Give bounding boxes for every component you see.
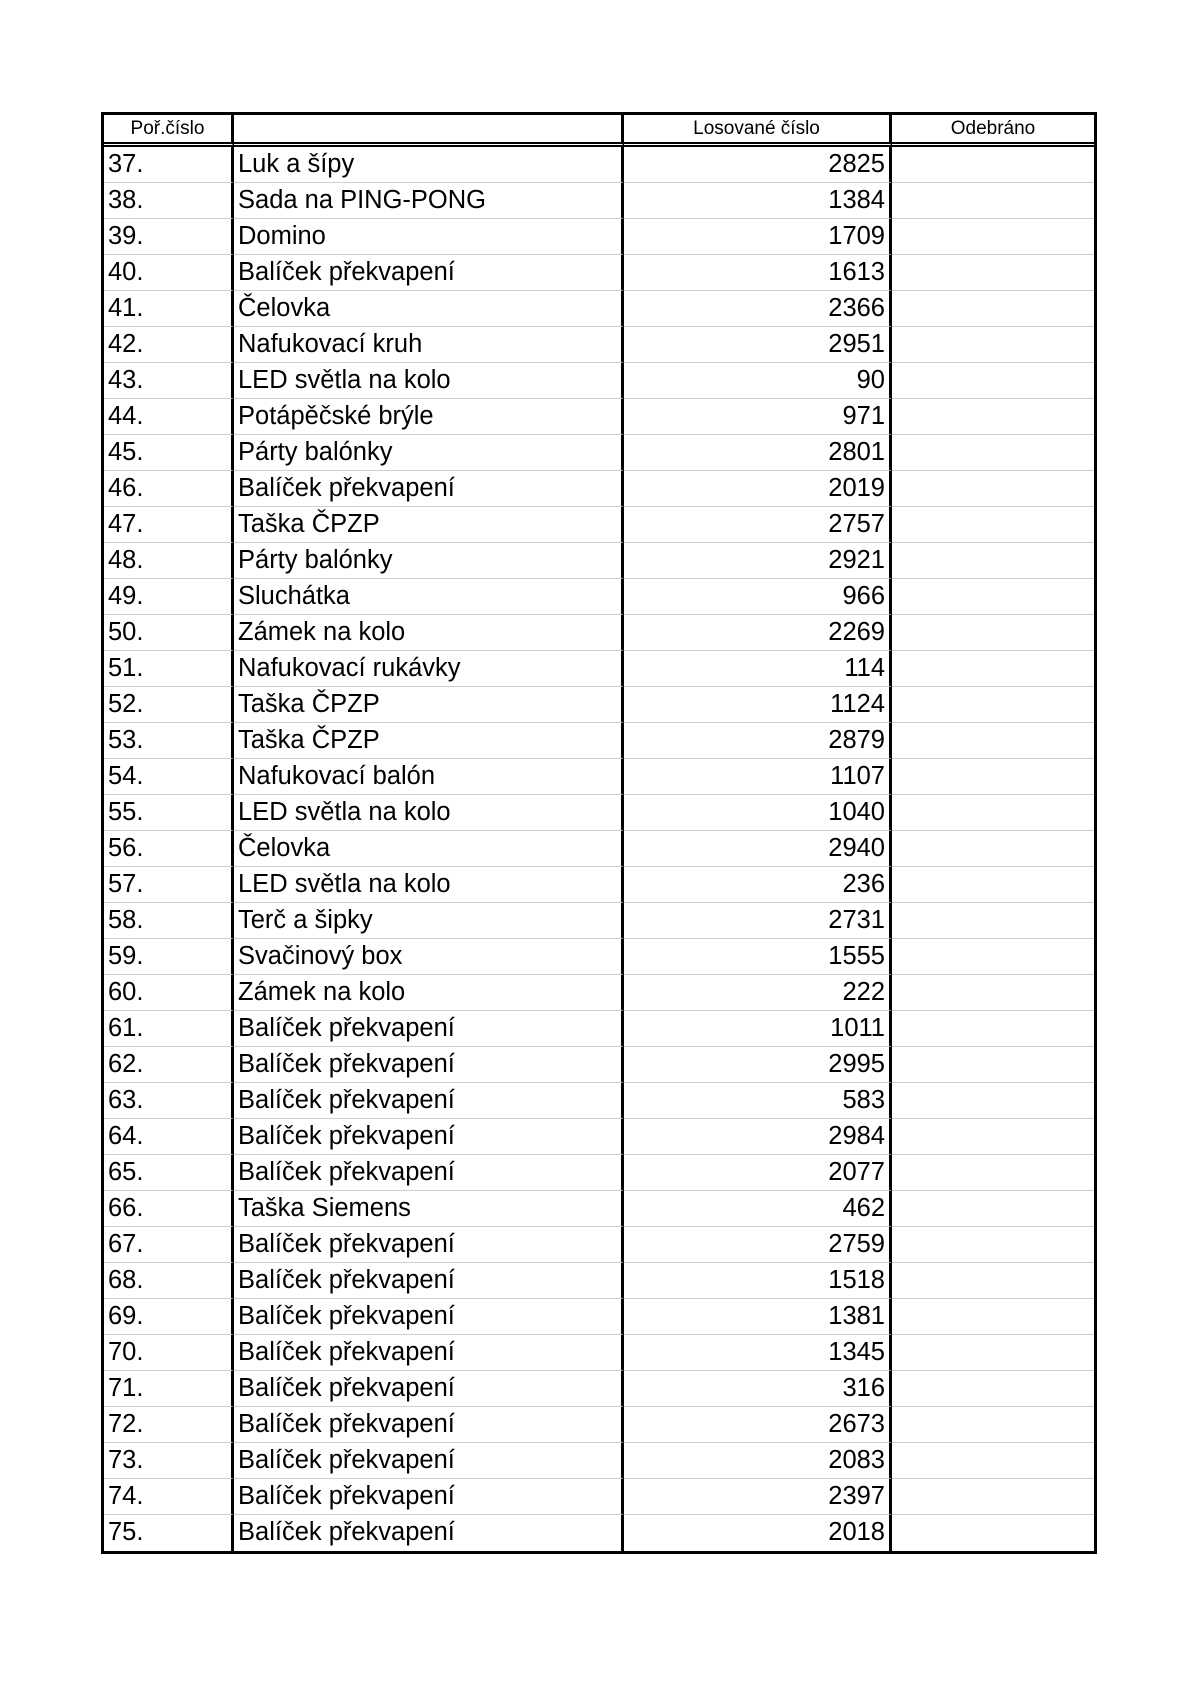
table-row xyxy=(104,1083,1094,1119)
drawn-number-cell: 2984 xyxy=(624,1119,892,1155)
order-number-cell: 50. xyxy=(104,615,234,651)
item-name-cell: Balíček překvapení xyxy=(234,1371,624,1407)
taken-cell xyxy=(892,1371,1094,1407)
item-name-cell: Taška ČPZP xyxy=(234,507,624,543)
table-row xyxy=(104,795,1094,831)
order-number-cell: 39. xyxy=(104,219,234,255)
item-name-cell: Balíček překvapení xyxy=(234,1479,624,1515)
header-row xyxy=(104,115,1094,147)
table-row xyxy=(104,1119,1094,1155)
drawn-number-cell: 1345 xyxy=(624,1335,892,1371)
drawn-number-cell: 2397 xyxy=(624,1479,892,1515)
order-number-cell: 42. xyxy=(104,327,234,363)
drawn-number-cell: 1040 xyxy=(624,795,892,831)
table-row xyxy=(104,939,1094,975)
order-number-cell: 66. xyxy=(104,1191,234,1227)
taken-cell xyxy=(892,795,1094,831)
table-row xyxy=(104,759,1094,795)
taken-cell xyxy=(892,1119,1094,1155)
order-number-cell: 46. xyxy=(104,471,234,507)
drawn-number-cell: 2269 xyxy=(624,615,892,651)
drawn-number-cell: 2366 xyxy=(624,291,892,327)
order-number-cell: 55. xyxy=(104,795,234,831)
item-name-cell: Balíček překvapení xyxy=(234,1407,624,1443)
table-row xyxy=(104,183,1094,219)
item-name-cell: Taška ČPZP xyxy=(234,687,624,723)
order-number-cell: 49. xyxy=(104,579,234,615)
table-row xyxy=(104,507,1094,543)
table-row xyxy=(104,399,1094,435)
drawn-number-cell: 2757 xyxy=(624,507,892,543)
table-row xyxy=(104,1299,1094,1335)
taken-cell xyxy=(892,831,1094,867)
drawn-number-cell: 316 xyxy=(624,1371,892,1407)
order-number-cell: 47. xyxy=(104,507,234,543)
taken-cell xyxy=(892,975,1094,1011)
order-number-cell: 60. xyxy=(104,975,234,1011)
item-name-cell: Zámek na kolo xyxy=(234,615,624,651)
prize-draw-table xyxy=(101,112,1097,1554)
order-number-cell: 61. xyxy=(104,1011,234,1047)
drawn-number-cell: 2018 xyxy=(624,1515,892,1551)
drawn-number-cell: 1709 xyxy=(624,219,892,255)
item-name-cell: Terč a šipky xyxy=(234,903,624,939)
item-name-cell: Nafukovací balón xyxy=(234,759,624,795)
item-name-cell: Balíček překvapení xyxy=(234,1083,624,1119)
order-number-cell: 67. xyxy=(104,1227,234,1263)
item-name-cell: Balíček překvapení xyxy=(234,1443,624,1479)
item-name-cell: Svačinový box xyxy=(234,939,624,975)
taken-cell xyxy=(892,687,1094,723)
item-name-cell: Luk a šípy xyxy=(234,147,624,183)
taken-cell xyxy=(892,399,1094,435)
table-row xyxy=(104,327,1094,363)
drawn-number-cell: 2673 xyxy=(624,1407,892,1443)
item-name-cell: Balíček překvapení xyxy=(234,471,624,507)
drawn-number-cell: 2801 xyxy=(624,435,892,471)
table-row xyxy=(104,543,1094,579)
item-name-cell: Balíček překvapení xyxy=(234,1299,624,1335)
order-number-cell: 43. xyxy=(104,363,234,399)
table-row xyxy=(104,903,1094,939)
table-row xyxy=(104,147,1094,183)
taken-cell xyxy=(892,1335,1094,1371)
order-number-cell: 51. xyxy=(104,651,234,687)
taken-cell xyxy=(892,903,1094,939)
taken-cell xyxy=(892,1011,1094,1047)
order-number-cell: 56. xyxy=(104,831,234,867)
item-name-cell: Nafukovací rukávky xyxy=(234,651,624,687)
drawn-number-cell: 1107 xyxy=(624,759,892,795)
item-name-cell: Čelovka xyxy=(234,831,624,867)
order-number-cell: 58. xyxy=(104,903,234,939)
order-number-cell: 75. xyxy=(104,1515,234,1551)
drawn-number-cell: 2921 xyxy=(624,543,892,579)
drawn-number-cell: 583 xyxy=(624,1083,892,1119)
taken-cell xyxy=(892,435,1094,471)
item-name-cell: LED světla na kolo xyxy=(234,867,624,903)
taken-cell xyxy=(892,543,1094,579)
drawn-number-cell: 114 xyxy=(624,651,892,687)
order-number-cell: 53. xyxy=(104,723,234,759)
table-row xyxy=(104,1371,1094,1407)
taken-cell xyxy=(892,1047,1094,1083)
taken-cell xyxy=(892,291,1094,327)
drawn-number-cell: 1124 xyxy=(624,687,892,723)
taken-cell xyxy=(892,1155,1094,1191)
order-number-cell: 52. xyxy=(104,687,234,723)
drawn-number-cell: 462 xyxy=(624,1191,892,1227)
item-name-cell: Balíček překvapení xyxy=(234,1335,624,1371)
order-number-cell: 62. xyxy=(104,1047,234,1083)
item-name-cell: Čelovka xyxy=(234,291,624,327)
taken-cell xyxy=(892,147,1094,183)
table-row xyxy=(104,975,1094,1011)
table-row xyxy=(104,1515,1094,1551)
table-row xyxy=(104,1227,1094,1263)
order-number-cell: 44. xyxy=(104,399,234,435)
order-number-cell: 72. xyxy=(104,1407,234,1443)
taken-cell xyxy=(892,1407,1094,1443)
drawn-number-cell: 1555 xyxy=(624,939,892,975)
order-number-cell: 63. xyxy=(104,1083,234,1119)
header-taken: Odebráno xyxy=(892,115,1094,147)
order-number-cell: 59. xyxy=(104,939,234,975)
item-name-cell: LED světla na kolo xyxy=(234,363,624,399)
order-number-cell: 40. xyxy=(104,255,234,291)
taken-cell xyxy=(892,1191,1094,1227)
taken-cell xyxy=(892,1263,1094,1299)
item-name-cell: Taška ČPZP xyxy=(234,723,624,759)
drawn-number-cell: 2019 xyxy=(624,471,892,507)
drawn-number-cell: 2759 xyxy=(624,1227,892,1263)
taken-cell xyxy=(892,723,1094,759)
taken-cell xyxy=(892,327,1094,363)
table-row xyxy=(104,1407,1094,1443)
table-row xyxy=(104,219,1094,255)
order-number-cell: 57. xyxy=(104,867,234,903)
item-name-cell: Nafukovací kruh xyxy=(234,327,624,363)
order-number-cell: 54. xyxy=(104,759,234,795)
item-name-cell: Potápěčské brýle xyxy=(234,399,624,435)
table-row xyxy=(104,1479,1094,1515)
order-number-cell: 37. xyxy=(104,147,234,183)
drawn-number-cell: 2995 xyxy=(624,1047,892,1083)
drawn-number-cell: 236 xyxy=(624,867,892,903)
item-name-cell: Párty balónky xyxy=(234,543,624,579)
item-name-cell: LED světla na kolo xyxy=(234,795,624,831)
taken-cell xyxy=(892,507,1094,543)
item-name-cell: Balíček překvapení xyxy=(234,1011,624,1047)
drawn-number-cell: 2731 xyxy=(624,903,892,939)
item-name-cell: Balíček překvapení xyxy=(234,255,624,291)
item-name-cell: Párty balónky xyxy=(234,435,624,471)
order-number-cell: 41. xyxy=(104,291,234,327)
item-name-cell: Balíček překvapení xyxy=(234,1155,624,1191)
taken-cell xyxy=(892,1083,1094,1119)
prize-draw-sheet xyxy=(101,112,1097,1554)
order-number-cell: 74. xyxy=(104,1479,234,1515)
drawn-number-cell: 1011 xyxy=(624,1011,892,1047)
drawn-number-cell: 2879 xyxy=(624,723,892,759)
order-number-cell: 71. xyxy=(104,1371,234,1407)
table-row xyxy=(104,363,1094,399)
item-name-cell: Balíček překvapení xyxy=(234,1227,624,1263)
header-item xyxy=(234,115,624,147)
taken-cell xyxy=(892,651,1094,687)
order-number-cell: 64. xyxy=(104,1119,234,1155)
item-name-cell: Sluchátka xyxy=(234,579,624,615)
order-number-cell: 73. xyxy=(104,1443,234,1479)
item-name-cell: Balíček překvapení xyxy=(234,1515,624,1551)
taken-cell xyxy=(892,867,1094,903)
table-row xyxy=(104,435,1094,471)
drawn-number-cell: 2083 xyxy=(624,1443,892,1479)
taken-cell xyxy=(892,219,1094,255)
table-row xyxy=(104,687,1094,723)
drawn-number-cell: 1613 xyxy=(624,255,892,291)
table-header xyxy=(104,115,1094,147)
taken-cell xyxy=(892,1479,1094,1515)
taken-cell xyxy=(892,183,1094,219)
drawn-number-cell: 1381 xyxy=(624,1299,892,1335)
taken-cell xyxy=(892,579,1094,615)
taken-cell xyxy=(892,939,1094,975)
order-number-cell: 70. xyxy=(104,1335,234,1371)
taken-cell xyxy=(892,1443,1094,1479)
drawn-number-cell: 2951 xyxy=(624,327,892,363)
table-row xyxy=(104,1443,1094,1479)
item-name-cell: Sada na PING-PONG xyxy=(234,183,624,219)
taken-cell xyxy=(892,1515,1094,1551)
table-row xyxy=(104,579,1094,615)
table-row xyxy=(104,831,1094,867)
item-name-cell: Balíček překvapení xyxy=(234,1119,624,1155)
taken-cell xyxy=(892,363,1094,399)
item-name-cell: Domino xyxy=(234,219,624,255)
order-number-cell: 45. xyxy=(104,435,234,471)
drawn-number-cell: 222 xyxy=(624,975,892,1011)
item-name-cell: Zámek na kolo xyxy=(234,975,624,1011)
drawn-number-cell: 1518 xyxy=(624,1263,892,1299)
order-number-cell: 65. xyxy=(104,1155,234,1191)
drawn-number-cell: 2077 xyxy=(624,1155,892,1191)
taken-cell xyxy=(892,759,1094,795)
drawn-number-cell: 1384 xyxy=(624,183,892,219)
taken-cell xyxy=(892,471,1094,507)
drawn-number-cell: 2940 xyxy=(624,831,892,867)
item-name-cell: Balíček překvapení xyxy=(234,1263,624,1299)
drawn-number-cell: 90 xyxy=(624,363,892,399)
table-row xyxy=(104,1155,1094,1191)
order-number-cell: 69. xyxy=(104,1299,234,1335)
order-number-cell: 48. xyxy=(104,543,234,579)
taken-cell xyxy=(892,1299,1094,1335)
table-body xyxy=(104,147,1094,1551)
drawn-number-cell: 2825 xyxy=(624,147,892,183)
taken-cell xyxy=(892,615,1094,651)
table-row xyxy=(104,867,1094,903)
header-order-number: Poř.číslo xyxy=(104,115,234,147)
table-row xyxy=(104,255,1094,291)
taken-cell xyxy=(892,1227,1094,1263)
table-row xyxy=(104,723,1094,759)
table-row xyxy=(104,291,1094,327)
table-row xyxy=(104,615,1094,651)
order-number-cell: 68. xyxy=(104,1263,234,1299)
table-row xyxy=(104,471,1094,507)
item-name-cell: Balíček překvapení xyxy=(234,1047,624,1083)
table-row xyxy=(104,1191,1094,1227)
table-row xyxy=(104,1047,1094,1083)
drawn-number-cell: 971 xyxy=(624,399,892,435)
table-row xyxy=(104,1335,1094,1371)
table-row xyxy=(104,1011,1094,1047)
order-number-cell: 38. xyxy=(104,183,234,219)
table-row xyxy=(104,651,1094,687)
item-name-cell: Taška Siemens xyxy=(234,1191,624,1227)
header-drawn-number: Losované číslo xyxy=(624,115,892,147)
drawn-number-cell: 966 xyxy=(624,579,892,615)
taken-cell xyxy=(892,255,1094,291)
table-row xyxy=(104,1263,1094,1299)
